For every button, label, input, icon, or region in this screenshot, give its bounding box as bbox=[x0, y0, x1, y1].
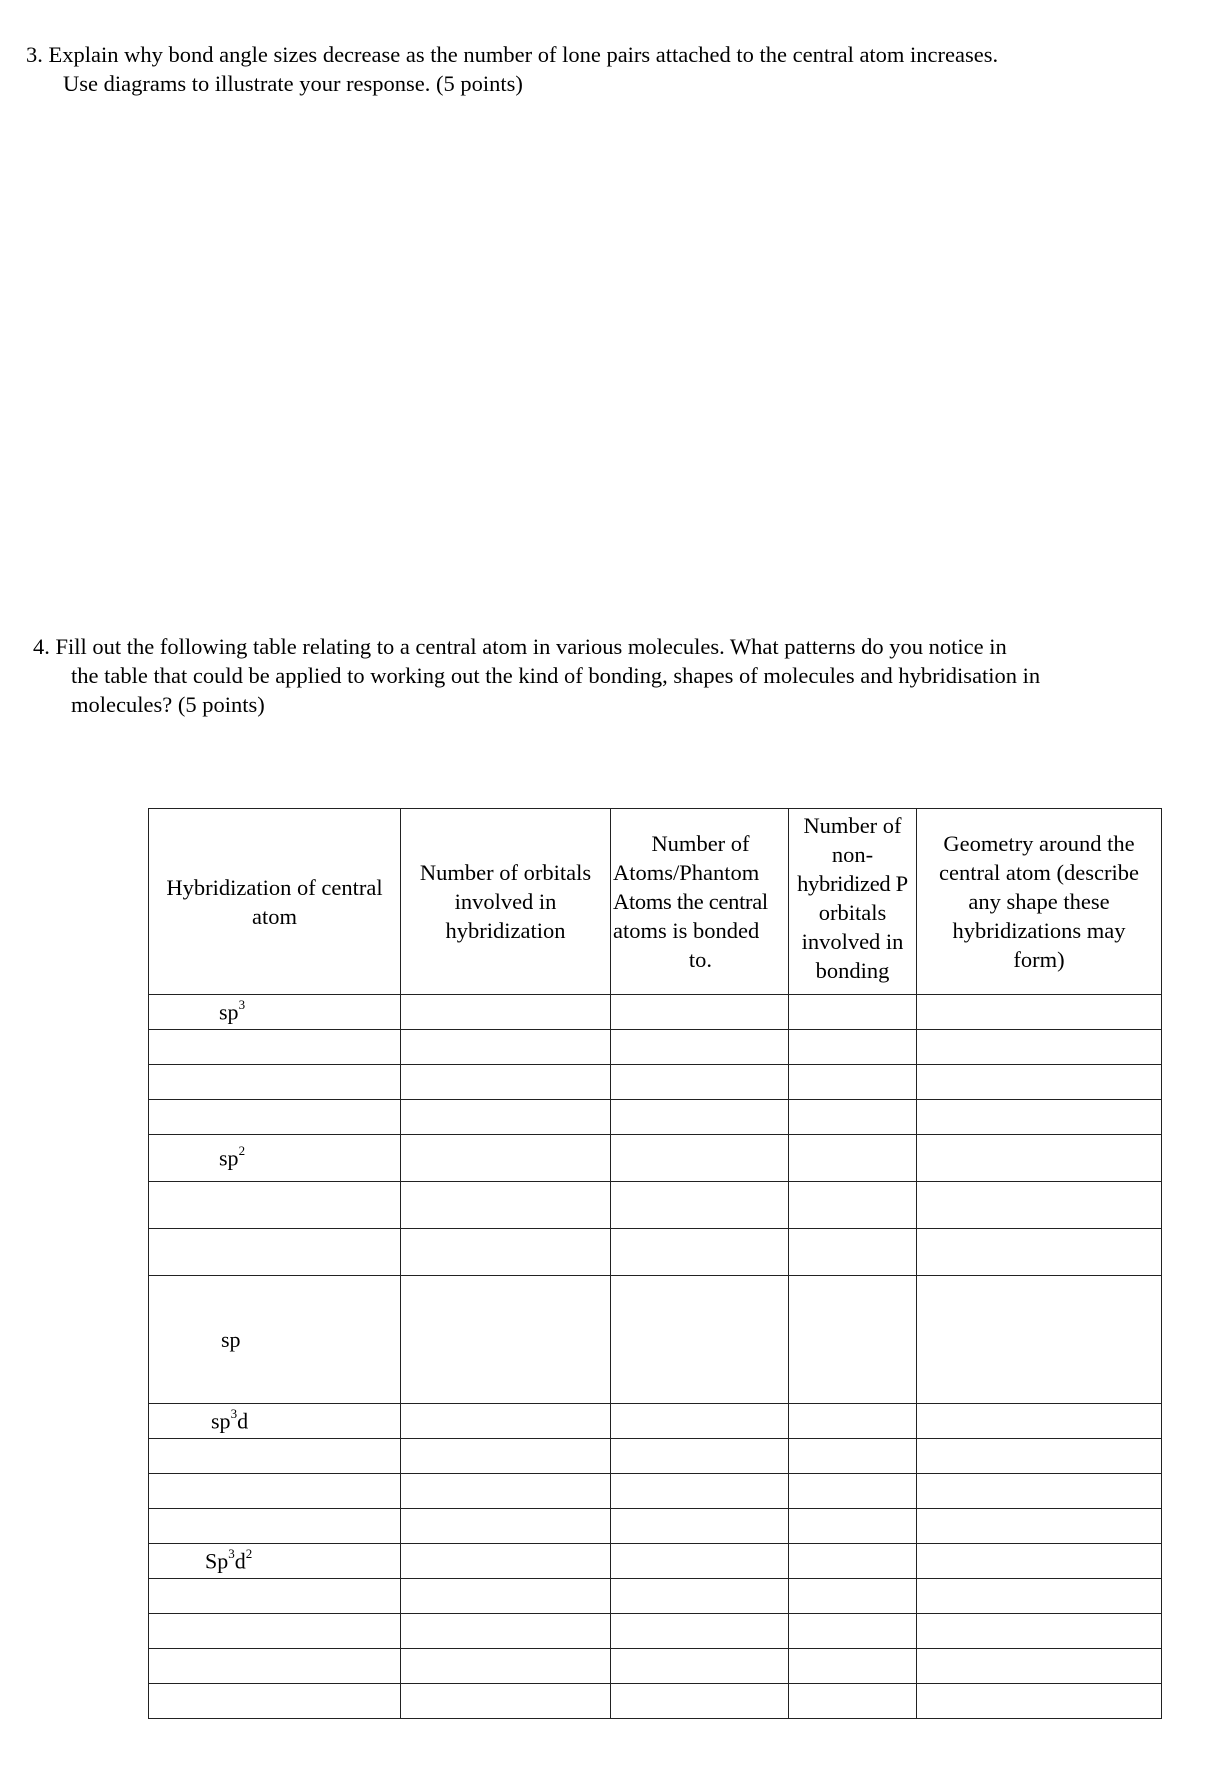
answer-cell[interactable] bbox=[611, 1684, 789, 1719]
answer-cell[interactable] bbox=[917, 1579, 1162, 1614]
question-4-line-1: 4. Fill out the following table relating to a central atom in various molecules. What patterns do you notice in bbox=[33, 634, 1007, 659]
hyb-sup: 3 bbox=[238, 996, 246, 1012]
question-4 bbox=[33, 632, 1163, 719]
answer-cell[interactable] bbox=[917, 1100, 1162, 1135]
answer-cell[interactable] bbox=[611, 1474, 789, 1509]
hybridization-table bbox=[148, 808, 1162, 1719]
hyb-base: Sp bbox=[205, 1548, 229, 1574]
answer-cell[interactable] bbox=[401, 1614, 611, 1649]
answer-cell[interactable] bbox=[611, 1544, 789, 1579]
answer-cell[interactable] bbox=[789, 1135, 917, 1182]
table-row-sp bbox=[149, 1276, 1162, 1404]
header-text: Number of bbox=[803, 813, 902, 838]
answer-cell[interactable] bbox=[401, 1404, 611, 1439]
header-text: form) bbox=[1013, 947, 1065, 972]
table-row bbox=[149, 1684, 1162, 1719]
answer-cell[interactable] bbox=[149, 1474, 401, 1509]
header-text: Hybridization of central bbox=[166, 874, 383, 900]
header-text: Geometry around the bbox=[943, 831, 1135, 856]
table-row-sp3d bbox=[149, 1404, 1162, 1439]
answer-cell[interactable] bbox=[789, 1404, 917, 1439]
answer-cell[interactable] bbox=[789, 995, 917, 1030]
header-text: involved in bbox=[801, 929, 904, 954]
header-text: hybridizations may bbox=[952, 918, 1126, 943]
answer-cell[interactable] bbox=[917, 1065, 1162, 1100]
hyb-base: sp bbox=[221, 1326, 241, 1352]
header-text: hybridized P bbox=[797, 871, 908, 896]
answer-cell[interactable] bbox=[401, 1100, 611, 1135]
answer-cell[interactable] bbox=[149, 1065, 401, 1100]
answer-cell[interactable] bbox=[149, 1509, 401, 1544]
answer-cell[interactable] bbox=[401, 1649, 611, 1684]
table-row-sp3 bbox=[149, 995, 1162, 1030]
answer-cell[interactable] bbox=[917, 1614, 1162, 1649]
hyb-base: sp bbox=[219, 1145, 239, 1171]
answer-cell[interactable] bbox=[401, 1474, 611, 1509]
hyb-mid: d bbox=[234, 1548, 246, 1574]
answer-cell[interactable] bbox=[149, 1439, 401, 1474]
answer-cell[interactable] bbox=[401, 1065, 611, 1100]
header-text: orbitals bbox=[818, 900, 887, 925]
answer-cell[interactable] bbox=[611, 1614, 789, 1649]
answer-cell[interactable] bbox=[789, 1100, 917, 1135]
hybridization-sp2 bbox=[149, 1135, 401, 1182]
hyb-sup: 3 bbox=[230, 1405, 238, 1421]
answer-cell[interactable] bbox=[789, 1229, 917, 1276]
answer-cell[interactable] bbox=[401, 1439, 611, 1474]
hybridization-sp bbox=[149, 1276, 401, 1404]
answer-cell[interactable] bbox=[789, 1649, 917, 1684]
answer-cell[interactable] bbox=[611, 1229, 789, 1276]
header-text: Number of orbitals bbox=[419, 860, 592, 885]
answer-cell[interactable] bbox=[611, 1100, 789, 1135]
hyb-sup: 3 bbox=[228, 1545, 235, 1561]
answer-cell[interactable] bbox=[917, 1404, 1162, 1439]
header-orbitals bbox=[401, 809, 611, 995]
answer-cell[interactable] bbox=[917, 995, 1162, 1030]
answer-cell[interactable] bbox=[611, 1135, 789, 1182]
question-4-line-2: the table that could be applied to working out the kind of bonding, shapes of molecules and hybridisation in bbox=[71, 663, 1041, 688]
answer-cell[interactable] bbox=[917, 1684, 1162, 1719]
table-row bbox=[149, 1614, 1162, 1649]
table-header-row bbox=[149, 809, 1162, 995]
header-number-of-atoms bbox=[611, 809, 789, 995]
answer-cell[interactable] bbox=[149, 1030, 401, 1065]
answer-cell[interactable] bbox=[789, 1579, 917, 1614]
header-text: atom bbox=[252, 903, 297, 929]
answer-cell[interactable] bbox=[789, 1439, 917, 1474]
answer-cell[interactable] bbox=[917, 1229, 1162, 1276]
answer-cell[interactable] bbox=[401, 1579, 611, 1614]
answer-cell[interactable] bbox=[789, 1276, 917, 1404]
table-row bbox=[149, 1229, 1162, 1276]
table-row-sp2 bbox=[149, 1135, 1162, 1182]
header-text: bonding bbox=[815, 958, 890, 983]
answer-cell[interactable] bbox=[149, 1579, 401, 1614]
answer-cell[interactable] bbox=[149, 1614, 401, 1649]
answer-cell[interactable] bbox=[611, 995, 789, 1030]
header-text: central atom (describe bbox=[939, 860, 1139, 885]
answer-cell[interactable] bbox=[149, 1182, 401, 1229]
table-row bbox=[149, 1182, 1162, 1229]
answer-cell[interactable] bbox=[917, 1030, 1162, 1065]
answer-cell[interactable] bbox=[917, 1135, 1162, 1182]
hyb-tail: d bbox=[237, 1408, 249, 1434]
hyb-base: sp bbox=[211, 1408, 231, 1434]
answer-cell[interactable] bbox=[611, 1065, 789, 1100]
answer-cell[interactable] bbox=[401, 1135, 611, 1182]
table-row bbox=[149, 1509, 1162, 1544]
answer-cell[interactable] bbox=[401, 1276, 611, 1404]
answer-cell[interactable] bbox=[611, 1182, 789, 1229]
hyb-base: sp bbox=[219, 999, 239, 1025]
header-text: any shape these bbox=[968, 889, 1110, 914]
answer-cell[interactable] bbox=[917, 1544, 1162, 1579]
answer-cell[interactable] bbox=[789, 1182, 917, 1229]
answer-cell[interactable] bbox=[401, 1229, 611, 1276]
answer-cell[interactable] bbox=[917, 1276, 1162, 1404]
answer-cell[interactable] bbox=[789, 1544, 917, 1579]
answer-cell[interactable] bbox=[401, 1544, 611, 1579]
answer-cell[interactable] bbox=[611, 1579, 789, 1614]
answer-cell[interactable] bbox=[611, 1649, 789, 1684]
hybridization-sp3d bbox=[149, 1404, 401, 1439]
answer-cell[interactable] bbox=[401, 1182, 611, 1229]
answer-cell[interactable] bbox=[789, 1474, 917, 1509]
answer-cell[interactable] bbox=[789, 1614, 917, 1649]
question-4-line-3: molecules? (5 points) bbox=[71, 692, 265, 717]
header-text: hybridization bbox=[445, 918, 566, 943]
table-row bbox=[149, 1439, 1162, 1474]
question-3-line-2: Use diagrams to illustrate your response. (5 points) bbox=[63, 71, 523, 96]
answer-cell[interactable] bbox=[789, 1065, 917, 1100]
table-row bbox=[149, 1579, 1162, 1614]
table-row bbox=[149, 1030, 1162, 1065]
question-3-line-1: 3. Explain why bond angle sizes decrease as the number of lone pairs attached to the central atom increases. bbox=[26, 42, 999, 67]
answer-cell[interactable] bbox=[611, 1276, 789, 1404]
table-row bbox=[149, 1065, 1162, 1100]
answer-cell[interactable] bbox=[401, 1030, 611, 1065]
answer-cell[interactable] bbox=[401, 1684, 611, 1719]
hybridization-sp3 bbox=[149, 995, 401, 1030]
answer-cell[interactable] bbox=[917, 1439, 1162, 1474]
header-text: Atoms the central bbox=[613, 889, 768, 914]
hyb-sup: 2 bbox=[245, 1545, 253, 1561]
answer-cell[interactable] bbox=[611, 1439, 789, 1474]
header-non-hybridized bbox=[789, 809, 917, 995]
answer-cell[interactable] bbox=[789, 1030, 917, 1065]
answer-cell[interactable] bbox=[917, 1649, 1162, 1684]
header-text: non- bbox=[831, 842, 874, 867]
header-text: Atoms/Phantom bbox=[613, 860, 760, 885]
answer-cell[interactable] bbox=[917, 1182, 1162, 1229]
answer-cell[interactable] bbox=[789, 1509, 917, 1544]
answer-cell[interactable] bbox=[149, 1229, 401, 1276]
header-text: involved in bbox=[454, 889, 557, 914]
answer-cell[interactable] bbox=[789, 1684, 917, 1719]
table-row bbox=[149, 1100, 1162, 1135]
answer-cell[interactable] bbox=[149, 1684, 401, 1719]
table-row-sp3d2 bbox=[149, 1544, 1162, 1579]
hyb-sup: 2 bbox=[238, 1142, 246, 1158]
header-hybridization bbox=[149, 809, 401, 995]
answer-cell[interactable] bbox=[611, 1509, 789, 1544]
hybridization-sp3d2 bbox=[149, 1544, 401, 1579]
answer-cell[interactable] bbox=[401, 1509, 611, 1544]
answer-cell[interactable] bbox=[401, 995, 611, 1030]
header-text: Number of bbox=[651, 831, 750, 856]
question-3 bbox=[26, 40, 1176, 98]
header-geometry bbox=[917, 809, 1162, 995]
answer-cell[interactable] bbox=[917, 1509, 1162, 1544]
answer-cell[interactable] bbox=[149, 1649, 401, 1684]
answer-cell[interactable] bbox=[149, 1100, 401, 1135]
table-row bbox=[149, 1649, 1162, 1684]
header-text: atoms is bonded bbox=[613, 918, 760, 943]
answer-cell[interactable] bbox=[917, 1474, 1162, 1509]
answer-cell[interactable] bbox=[611, 1404, 789, 1439]
table-row bbox=[149, 1474, 1162, 1509]
answer-cell[interactable] bbox=[611, 1030, 789, 1065]
header-text: to. bbox=[688, 947, 713, 972]
